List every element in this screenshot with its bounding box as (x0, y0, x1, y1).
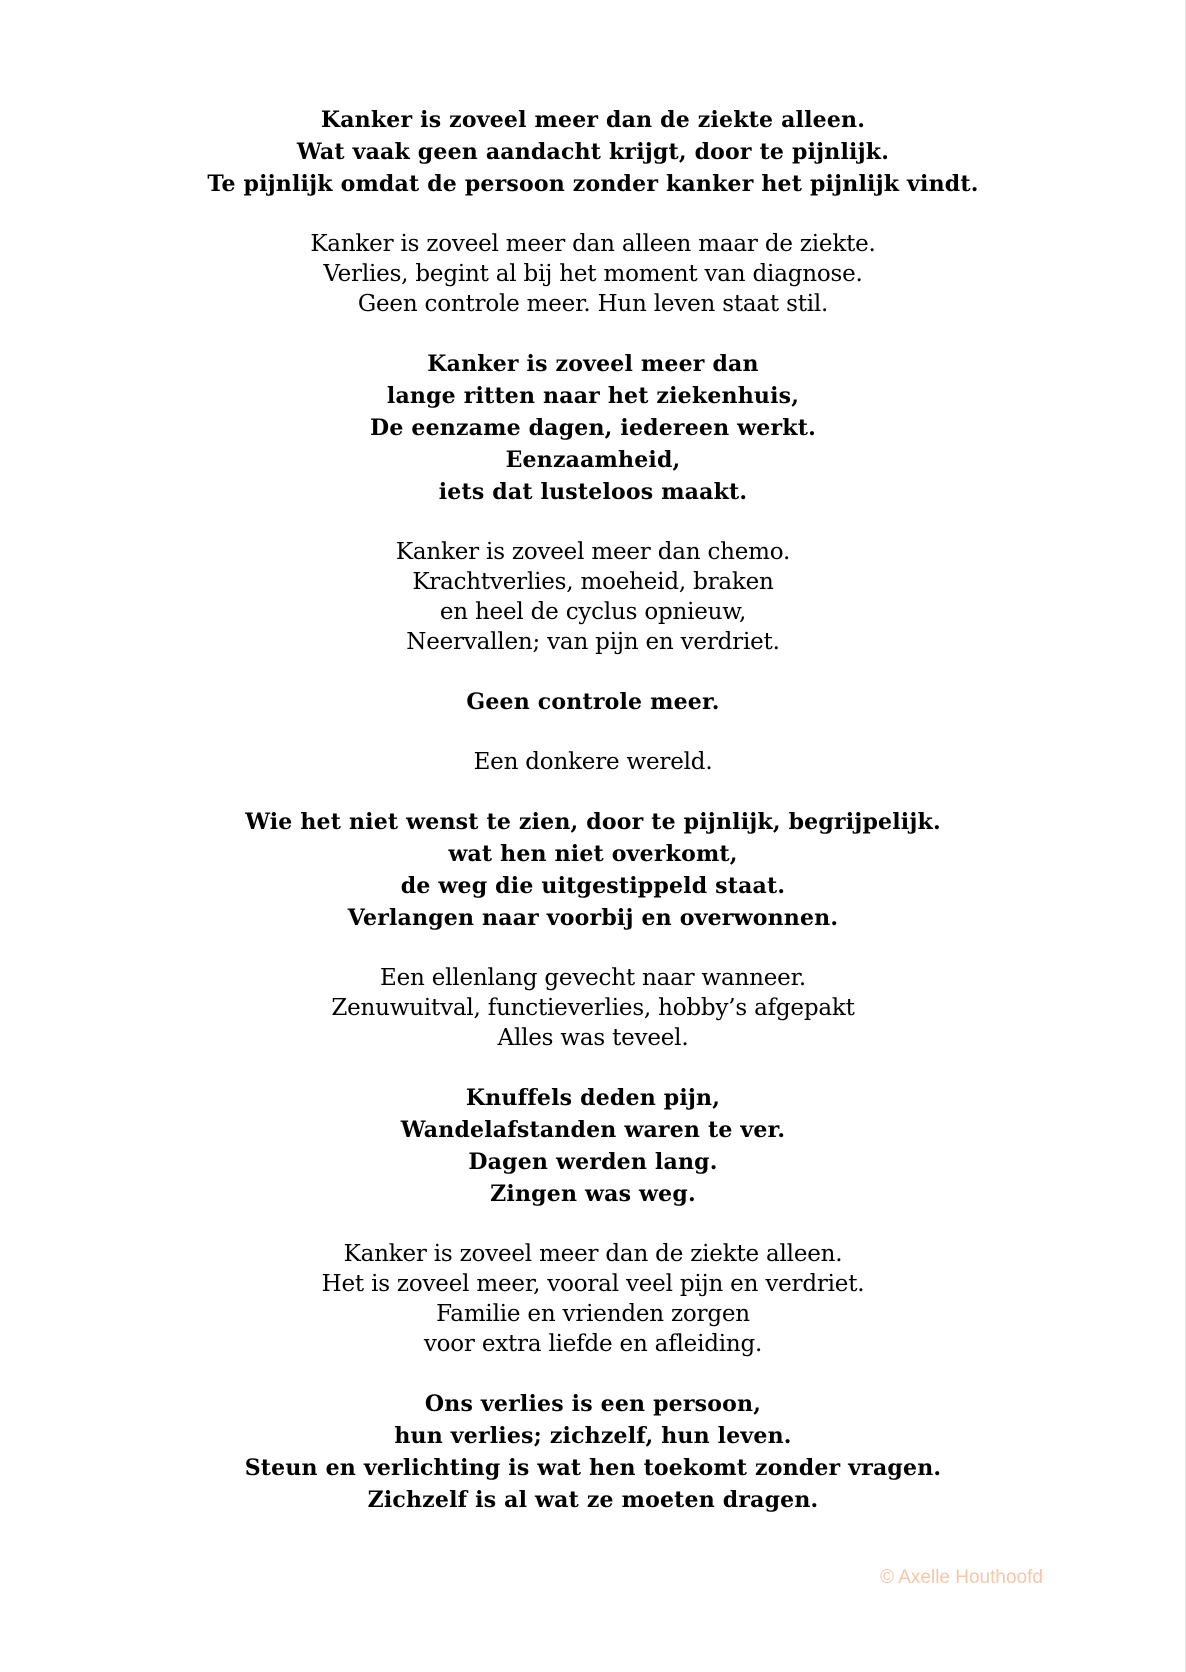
stanza (0, 104, 1186, 200)
poem-line: Eenzaamheid, (505, 447, 681, 473)
stanza (0, 963, 1186, 1053)
poem-line: de weg die uitgestippeld staat. (400, 873, 786, 899)
poem-line: Kanker is zoveel meer dan de ziekte alleen. (343, 1241, 843, 1267)
poem-line: Een donkere wereld. (473, 749, 713, 775)
poem-line: Knuffels deden pijn, (465, 1085, 721, 1111)
poem-line: Het is zoveel meer, vooral veel pijn en verdriet. (321, 1271, 865, 1297)
poem-line: Zingen was weg. (490, 1181, 696, 1207)
copyright-notice: © Axelle Houthoofd (880, 1567, 1043, 1588)
poem-line: Wie het niet wenst te zien, door te pijnlijk, begrijpelijk. (245, 809, 941, 835)
poem-line: Een ellenlang gevecht naar wanneer. (380, 965, 806, 991)
poem-line: Wat vaak geen aandacht krijgt, door te pijnlijk. (296, 139, 890, 165)
stanza (0, 686, 1186, 718)
poem-line: hun verlies; zichzelf, hun leven. (394, 1423, 792, 1449)
poem-line: Neervallen; van pijn en verdriet. (406, 629, 780, 655)
poem-line: Dagen werden lang. (468, 1149, 718, 1175)
poem-line: Alles was teveel. (497, 1025, 689, 1051)
poem-line: lange ritten naar het ziekenhuis, (386, 383, 800, 409)
poem-line: De eenzame dagen, iedereen werkt. (370, 415, 816, 441)
poem-line: Te pijnlijk omdat de persoon zonder kanker het pijnlijk vindt. (207, 171, 979, 197)
poem-line: Kanker is zoveel meer dan alleen maar de ziekte. (310, 231, 876, 257)
stanza (0, 747, 1186, 777)
poem-line: Zenuwuitval, functieverlies, hobby’s afgepakt (331, 995, 855, 1021)
stanza (0, 229, 1186, 319)
poem-line: Geen controle meer. (466, 689, 720, 715)
poem-line: Kanker is zoveel meer dan de ziekte alleen. (320, 107, 866, 133)
poem-line: Kanker is zoveel meer dan chemo. (395, 539, 791, 565)
poem-line: Familie en vrienden zorgen (436, 1301, 750, 1327)
poem-line: Steun en verlichting is wat hen toekomt zonder vragen. (244, 1455, 942, 1481)
stanza (0, 537, 1186, 657)
poem (0, 104, 1186, 1516)
stanza (0, 1239, 1186, 1359)
poem-line: wat hen niet overkomt, (448, 841, 738, 867)
poem-line: Kanker is zoveel meer dan (427, 351, 759, 377)
poem-line: voor extra liefde en afleiding. (423, 1331, 763, 1357)
poem-line: Ons verlies is een persoon, (424, 1391, 762, 1417)
poem-line: Geen controle meer. Hun leven staat stil. (357, 291, 829, 317)
stanza (0, 348, 1186, 508)
poem-line: Verlangen naar voorbij en overwonnen. (347, 905, 839, 931)
poem-line: Krachtverlies, moeheid, braken (412, 569, 774, 595)
poem-line: Wandelafstanden waren te ver. (400, 1117, 786, 1143)
stanza (0, 1082, 1186, 1210)
poem-line: Zichzelf is al wat ze moeten dragen. (367, 1487, 819, 1513)
stanza (0, 1388, 1186, 1516)
poem-line: Verlies, begint al bij het moment van diagnose. (323, 261, 863, 287)
poem-line: iets dat lusteloos maakt. (438, 479, 748, 505)
stanza (0, 806, 1186, 934)
poem-line: en heel de cyclus opnieuw, (439, 599, 747, 625)
